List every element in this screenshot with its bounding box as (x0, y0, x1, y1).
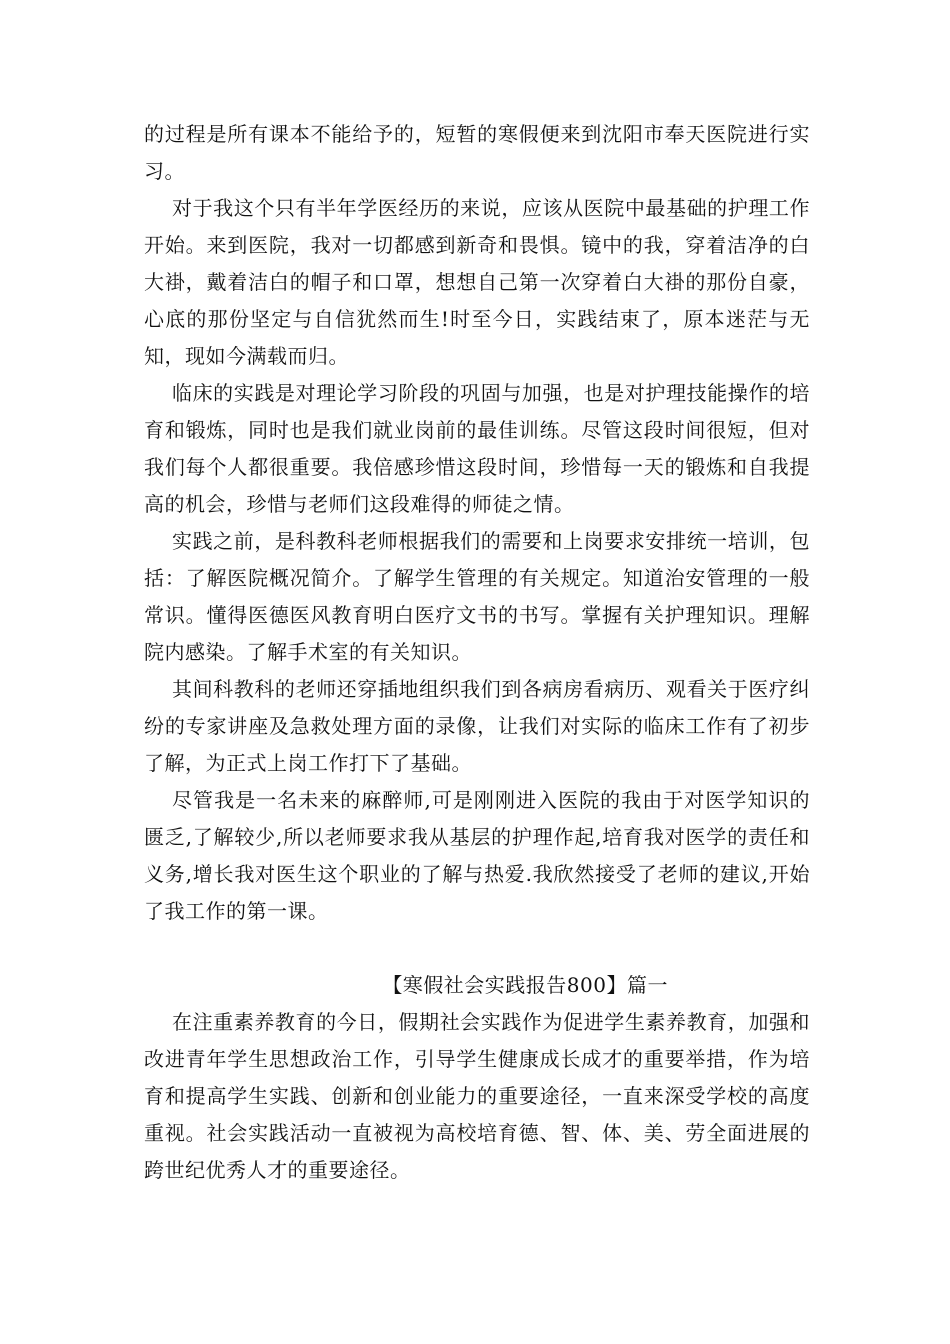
paragraph-training: 实践之前，是科教科老师根据我们的需要和上岗要求安排统一培训，包括：了解医院概况简介。了解学生管理的有关规定。知道治安管理的一般常识。懂得医德医风教育明白医疗文书的书写。掌握有关护理知识。理解院内感染。了解手术室的有关知识。 (144, 529, 810, 664)
paragraph-lectures: 其间科教科的老师还穿插地组织我们到各病房看病历、观看关于医疗纠纷的专家讲座及急救处理方面的录像，让我们对实际的临床工作有了初步了解，为正式上岗工作打下了基础。 (144, 677, 810, 775)
paragraph-nursing-start: 对于我这个只有半年学医经历的来说，应该从医院中最基础的护理工作开始。来到医院，我对一切都感到新奇和畏惧。镜中的我，穿着洁净的白大褂，戴着洁白的帽子和口罩，想想自己第一次穿着白大褂的那份自豪，心底的那份坚定与自信犹然而生!时至今日，实践结束了，原本迷茫与无知，现如今满载而归。 (144, 196, 810, 368)
section-heading: 【寒假社会实践报告800】篇一 (382, 973, 668, 997)
blank-line (144, 930, 810, 967)
paragraph-quality-education: 在注重素养教育的今日，假期社会实践作为促进学生素养教育，加强和改进青年学生思想政治工作，引导学生健康成长成才的重要举措，作为培育和提高学生实践、创新和创业能力的重要途径，一直来深受学校的高度重视。社会实践活动一直被视为高校培育德、智、体、美、劳全面进展的跨世纪优秀人才的重要途径。 (144, 1010, 810, 1182)
document-body (144, 116, 810, 1189)
paragraph-continuation: 的过程是所有课本不能给予的，短暂的寒假便来到沈阳市奉天医院进行实习。 (144, 122, 810, 183)
paragraph-anesthetist: 尽管我是一名未来的麻醉师,可是刚刚进入医院的我由于对医学知识的匮乏,了解较少,所以老师要求我从基层的护理作起,培育我对医学的责任和义务,增长我对医生这个职业的了解与热爱.我欣然接受了老师的建议,开始了我工作的第一课。 (144, 788, 810, 923)
paragraph-clinical-practice: 临床的实践是对理论学习阶段的巩固与加强，也是对护理技能操作的培育和锻炼，同时也是我们就业岗前的最佳训练。尽管这段时间很短，但对我们每个人都很重要。我倍感珍惜这段时间，珍惜每一天的锻炼和自我提高的机会，珍惜与老师们这段难得的师徒之情。 (144, 381, 810, 516)
